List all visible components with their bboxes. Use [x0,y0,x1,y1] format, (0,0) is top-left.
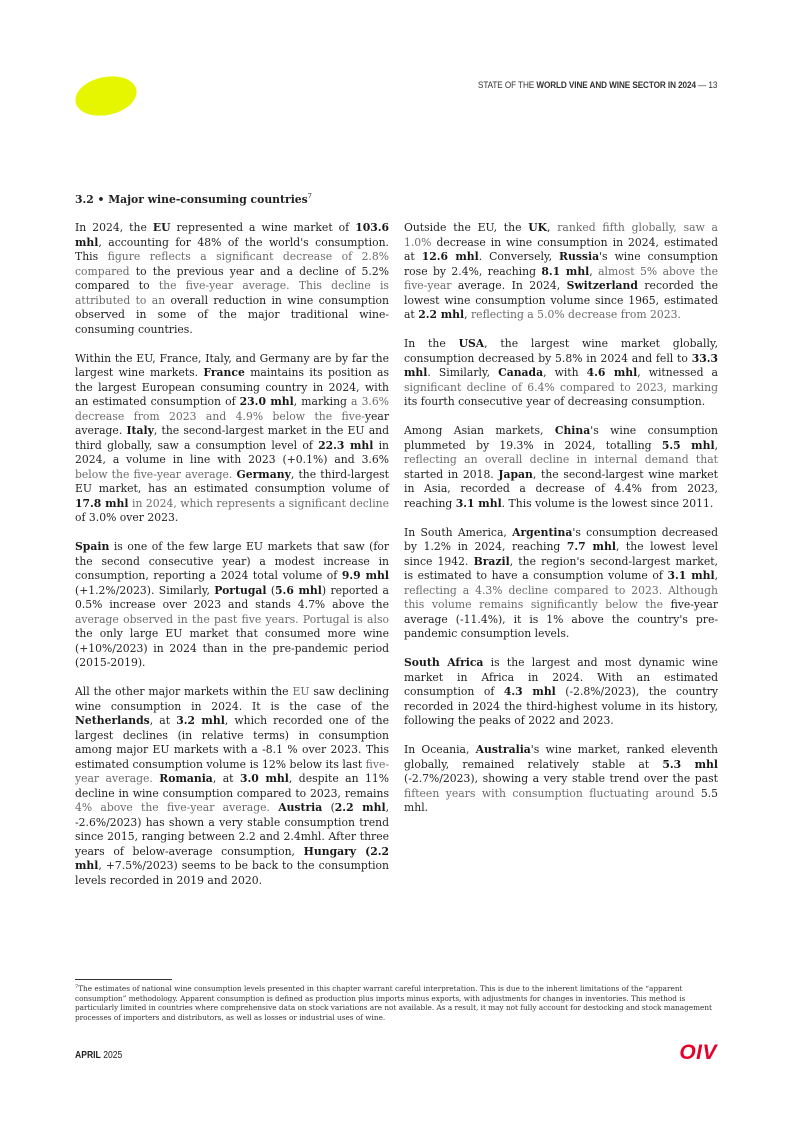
footnote: $^7$The estimates of national wine consumption levels presented in this chapter warrant careful interpretation. This is due to the inherent limitations of the “apparent consumption” methodology. Apparent consumption is defined as production plus imports minus exports, with adjustments for changes in inventories. This method is particularly limited in countries where comprehensive data on stock variations are not available. As a result, it may not fully account for destocking and stock management processes of importers and distributors, as well as losses or industrial uses of wine. [75,984,712,1022]
paragraph-other-eu-markets: All the other major markets within the EU saw declining wine consumption in 2024. It is the case of the Netherlands, at 3.2 mhl, which recorded one of the largest declines (in relative terms) in consumption among major EU markets with a -8.1 % over 2023. This estimated consumption volume is 12% below its last five-year average. Romania, at 3.0 mhl, despite an 11% decline in wine consumption compared to 2023, remains 4% above the five-year average. Austria (2.2 mhl, -2.6%/2023) has shown a very stable consumption trend since 2015, ranging between 2.2 and 2.4mhl. After three years of below-average consumption, Hungary (2.2 mhl, +7.5%/2023) seems to be back to the consumption levels recorded in 2019 and 2020. [75,685,390,887]
decorative-blob [72,71,141,121]
paragraph-south-america: In South America, Argentina's consumption decreased by 1.2% in 2024, reaching 7.7 mhl, the lowest level since 1942. Brazil, the region's second-largest market, is estimated to have a consumption volume of 3.1 mhl, reflecting a 4.3% decline compared to 2023. Although this volume remains significantly below the five-year average (-11.4%), it is 1% above the country's pre-pandemic consumption levels. [404,525,719,640]
paragraph-usa-canada: In the USA, the largest wine market globally, consumption decreased by 5.8% in 2024 and fell to 33.3 mhl. Similarly, Canada, with 4.6 mhl, witnessed a significant decline of 6.4% compared to 2023, marking its fourth consecutive year of decreasing consumption. [404,337,718,408]
paragraph-eu: In 2024, the EU represented a wine market of 103.6 mhl, accounting for 48% of the world's consumption. This figure reflects a significant decrease of 2.8% compared to the previous year and a decline of 5.2% compared to the five-year average. This decline is attributed to an overall reduction in wine consumption observed in some of the major traditional wine-consuming countries. [75,221,390,336]
oiv-logo: OIV [679,1041,717,1064]
footer-date: APRIL 2025 [75,1050,123,1061]
running-header: STATE OF THE WORLD VINE AND WINE SECTOR IN 2024 — 13 [477,80,717,91]
paragraph-oceania: In Oceania, Australia's wine market, ranked eleventh globally, remained relatively stable at 5.3 mhl (-2.7%/2023), showing a very stable trend over the past fifteen years with consumption fluctuating around 5.5 mhl. [404,743,719,814]
paragraph-spain-portugal: Spain is one of the few large EU markets that saw (for the second consecutive year) a modest increase in consumption, reporting a 2024 total volume of 9.9 mhl (+1.2%/2023). Similarly, Portugal (5.6 mhl) reported a 0.5% increase over 2023 and stands 4.7% above the average observed in the past five years. Portugal is also the only large EU market that consumed more wine (+10%/2023) in 2024 than in the pre-pandemic period (2015-2019). [75,540,389,669]
right-column [404,221,718,830]
paragraph-uk-russia-switzerland: Outside the EU, the UK, ranked fifth globally, saw a 1.0% decrease in wine consumption in 2024, estimated at 12.6 mhl. Conversely, Russia's wine consumption rose by 2.4%, reaching 8.1 mhl, almost 5% above the five-year average. In 2024, Switzerland recorded the lowest wine consumption volume since 1965, estimated at 2.2 mhl, reflecting a 5.0% decrease from 2023. [404,221,718,321]
paragraph-china-japan: Among Asian markets, China's wine consumption plummeted by 19.3% in 2024, totalling 5.5 mhl, reflecting an overall decline in internal demand that started in 2018. Japan, the second-largest wine market in Asia, recorded a decrease of 4.4% from 2023, reaching 3.1 mhl. This volume is the lowest since 2011. [404,424,719,510]
footnote-rule [75,979,172,980]
header-title: WORLD VINE AND WINE SECTOR IN 2024 [536,80,696,91]
footnote-ref: 7 [307,192,312,200]
left-column [75,221,389,903]
paragraph-france-italy-germany: Within the EU, France, Italy, and Germany are by far the largest wine markets. France maintains its position as the largest European consuming country in 2024, with an estimated consumption of 23.0 mhl, marking a 3.6% decrease from 2023 and 4.9% below the five-year average. Italy, the second-largest market in the EU and third globally, saw a consumption level of 22.3 mhl in 2024, a volume in line with 2023 (+0.1%) and 3.6% below the five-year average. Germany, the third-largest EU market, has an estimated consumption volume of 17.8 mhl in 2024, which represents a significant decline of 3.0% over 2023. [75,351,390,524]
paragraph-south-africa: South Africa is the largest and most dynamic wine market in Africa in 2024. With an estimated consumption of 4.3 mhl (-2.8%/2023), the country recorded in 2024 the third-highest volume in its history, following the peaks of 2022 and 2023. [404,656,719,727]
section-title: 3.2 • Major wine-consuming countries$^7$ [75,192,312,206]
